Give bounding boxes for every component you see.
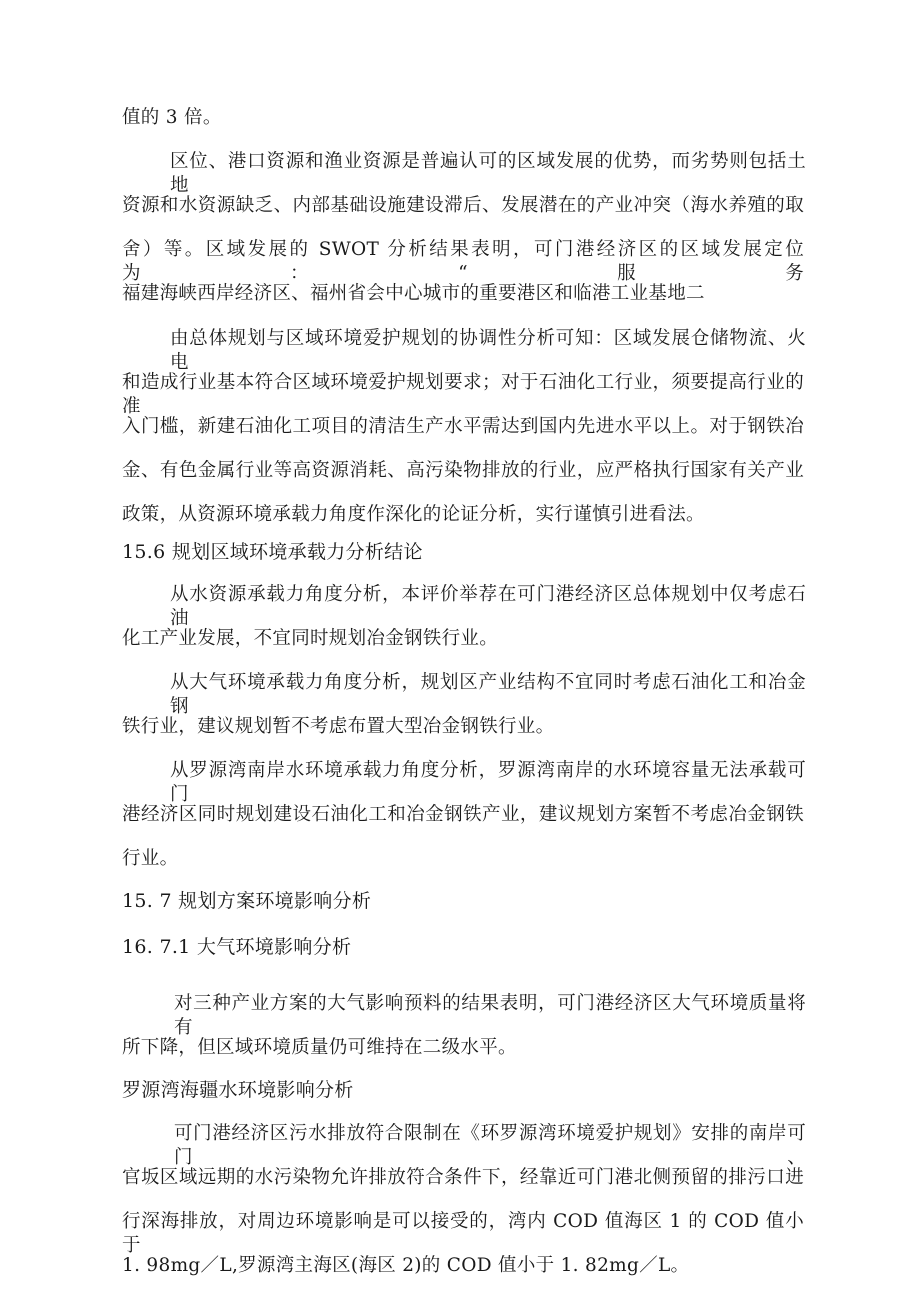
text-line: 由总体规划与区域环境爱护规划的协调性分析可知：区域发展仓储物流、火电 xyxy=(170,328,806,373)
section-heading: 罗源湾海疆水环境影响分析 xyxy=(122,1079,354,1101)
text-line: 官坂区域远期的水污染物允许排放符合条件下，经靠近可门港北侧预留的排污口进 xyxy=(122,1167,804,1188)
text-line: 政策，从资源环境承载力角度作深化的论证分析，实行谨慎引进看法。 xyxy=(122,504,705,525)
text-line: 和造成行业基本符合区域环境爱护规划要求；对于石油化工行业，须要提高行业的准 xyxy=(122,372,804,417)
text-line: 值的 3 倍。 xyxy=(122,107,222,128)
text-line: 从罗源湾南岸水环境承载力角度分析，罗源湾南岸的水环境容量无法承载可门 xyxy=(170,760,806,805)
text-line: 资源和水资源缺乏、内部基础设施建设滞后、发展潜在的产业冲突（海水养殖的取 xyxy=(122,195,804,216)
text-line: 1. 98mg／L,罗源湾主海区(海区 2)的 COD 值小于 1. 82mg／L。 xyxy=(122,1255,690,1276)
text-line: 铁行业，建议规划暂不考虑布置大型冶金钢铁行业。 xyxy=(122,716,555,737)
text-line: 可门港经济区污水排放符合限制在《环罗源湾环境爱护规划》安排的南岸可门、 xyxy=(174,1123,806,1168)
text-line: 所下降，但区域环境质量仍可维持在二级水平。 xyxy=(122,1037,517,1058)
text-line: 从大气环境承载力角度分析，规划区产业结构不宜同时考虑石油化工和冶金钢 xyxy=(170,672,806,717)
text-line: 行业。 xyxy=(122,848,179,869)
text-line: 港经济区同时规划建设石油化工和冶金钢铁产业，建议规划方案暂不考虑冶金钢铁 xyxy=(122,804,804,825)
text-line: 对三种产业方案的大气影响预料的结果表明，可门港经济区大气环境质量将有 xyxy=(174,993,806,1038)
text-line: 化工产业发展，不宜同时规划冶金钢铁行业。 xyxy=(122,628,499,649)
text-line: 从水资源承载力角度分析，本评价举荐在可门港经济区总体规划中仅考虑石油 xyxy=(170,584,806,629)
text-line: 入门槛，新建石油化工项目的清洁生产水平需达到国内先进水平以上。对于钢铁冶 xyxy=(122,416,804,437)
text-line: 福建海峡西岸经济区、福州省会中心城市的重要港区和临港工业基地二 xyxy=(122,283,705,304)
text-line: 行深海排放，对周边环境影响是可以接受的，湾内 COD 值海区 1 的 COD 值小于 xyxy=(122,1211,804,1256)
text-line: 区位、港口资源和渔业资源是普遍认可的区域发展的优势，而劣势则包括土地 xyxy=(170,151,806,196)
section-heading: 15.6 规划区域环境承载力分析结论 xyxy=(122,541,423,563)
section-heading: 16. 7.1 大气环境影响分析 xyxy=(122,936,352,958)
section-heading: 15. 7 规划方案环境影响分析 xyxy=(122,890,372,912)
text-line: 舍）等。区域发展的 SWOT 分析结果表明，可门港经济区的区域发展定位为：“服务 xyxy=(122,239,804,284)
text-line: 金、有色金属行业等高资源消耗、高污染物排放的行业，应严格执行国家有关产业 xyxy=(122,460,804,481)
